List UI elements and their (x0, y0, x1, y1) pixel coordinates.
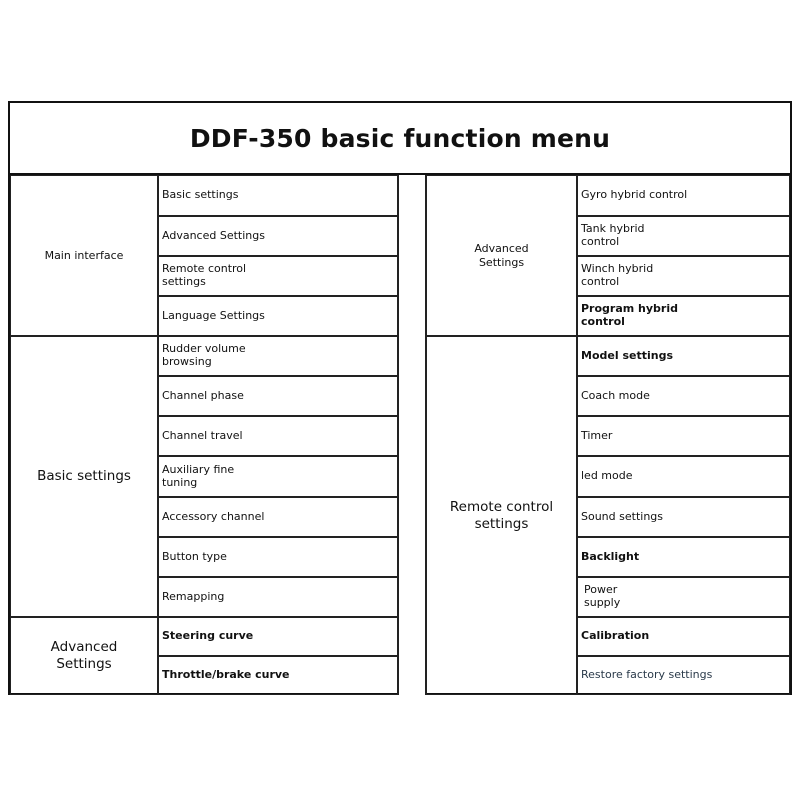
item-timer: Timer (577, 416, 790, 456)
item-program-hybrid-control: Program hybrid control (577, 296, 790, 336)
menu-title: DDF-350 basic function menu (10, 103, 790, 175)
item-basic-settings: Basic settings (158, 175, 398, 216)
item-rudder-volume-browsing: Rudder volume browsing (158, 336, 398, 376)
item-restore-factory-settings: Restore factory settings (577, 656, 790, 695)
group-advanced-settings-left: Advanced Settings (10, 617, 158, 695)
item-sound-settings: Sound settings (577, 497, 790, 537)
item-winch-hybrid-control: Winch hybrid control (577, 256, 790, 296)
item-throttle-brake-curve: Throttle/brake curve (158, 656, 398, 695)
item-channel-travel: Channel travel (158, 416, 398, 456)
item-coach-mode: Coach mode (577, 376, 790, 416)
item-language-settings: Language Settings (158, 296, 398, 336)
item-calibration: Calibration (577, 617, 790, 656)
item-steering-curve: Steering curve (158, 617, 398, 656)
item-advanced-settings: Advanced Settings (158, 216, 398, 256)
item-auxiliary-fine-tuning: Auxiliary fine tuning (158, 456, 398, 497)
item-backlight: Backlight (577, 537, 790, 577)
item-remapping: Remapping (158, 577, 398, 617)
item-power-supply: Power supply (577, 577, 790, 617)
item-button-type: Button type (158, 537, 398, 577)
group-main-interface: Main interface (10, 175, 158, 336)
item-accessory-channel: Accessory channel (158, 497, 398, 537)
item-remote-control-settings: Remote control settings (158, 256, 398, 296)
column-gap (398, 175, 426, 695)
item-channel-phase: Channel phase (158, 376, 398, 416)
item-gyro-hybrid-control: Gyro hybrid control (577, 175, 790, 216)
function-menu-table (8, 101, 792, 695)
item-model-settings: Model settings (577, 336, 790, 376)
group-advanced-settings-right: Advanced Settings (426, 175, 577, 336)
item-tank-hybrid-control: Tank hybrid control (577, 216, 790, 256)
item-led-mode: led mode (577, 456, 790, 497)
group-basic-settings: Basic settings (10, 336, 158, 617)
group-remote-control-settings: Remote control settings (426, 336, 577, 695)
